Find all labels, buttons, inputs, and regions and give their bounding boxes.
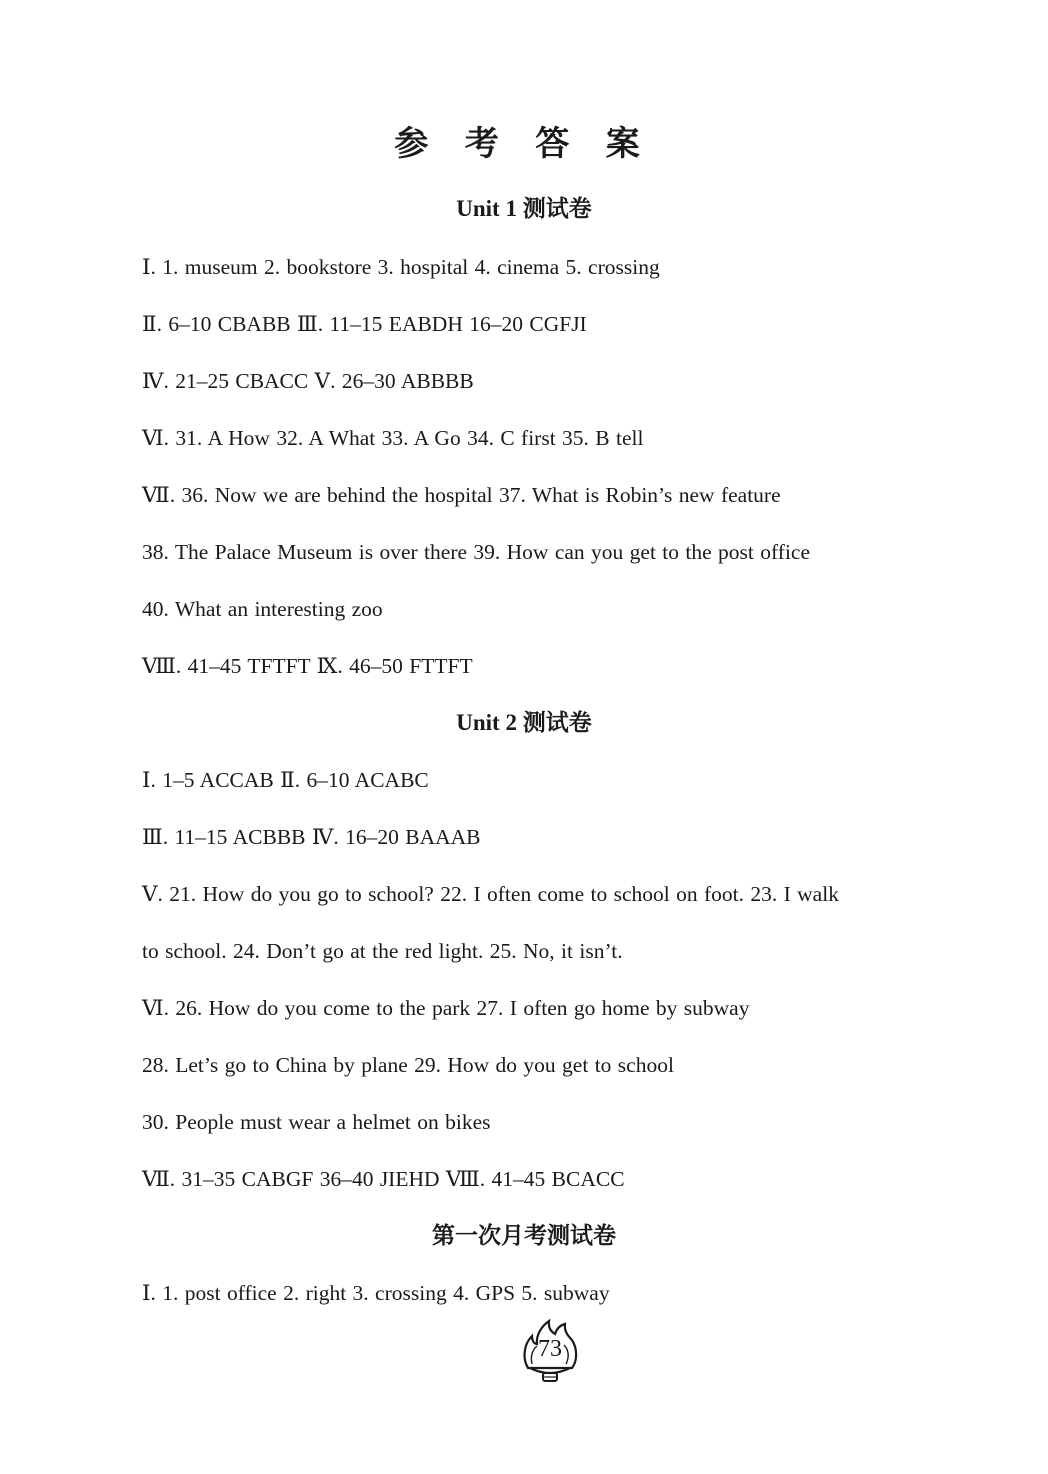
answer-line: Ⅶ. 36. Now we are behind the hospital 37. What is Robin’s new feature [142,483,781,507]
answer-line: 38. The Palace Museum is over there 39. How can you get to the post office [142,540,810,564]
answer-line: Ⅰ. 1–5 ACCAB Ⅱ. 6–10 ACABC [142,768,429,792]
answer-line: Ⅵ. 31. A How 32. A What 33. A Go 34. C first 35. B tell [142,426,644,450]
answer-line: Ⅰ. 1. museum 2. bookstore 3. hospital 4. cinema 5. crossing [142,255,660,279]
page-number-badge [518,1318,582,1384]
answer-line: 28. Let’s go to China by plane 29. How do you get to school [142,1053,674,1077]
answer-line: Ⅶ. 31–35 CABGF 36–40 JIEHD Ⅷ. 41–45 BCACC [142,1167,625,1191]
answer-line: Ⅷ. 41–45 TFTFT Ⅸ. 46–50 FTTFT [142,654,473,678]
page-number: 73 [538,1336,562,1362]
section-heading-monthly-test: 第一次月考测试卷 [432,1223,616,1248]
answer-line: Ⅲ. 11–15 ACBBB Ⅳ. 16–20 BAAAB [142,825,481,849]
section-heading-unit-1: Unit 1 测试卷 [456,196,592,221]
answer-line: 30. People must wear a helmet on bikes [142,1110,491,1134]
answer-line: Ⅳ. 21–25 CBACC Ⅴ. 26–30 ABBBB [142,369,474,393]
section-heading-unit-2: Unit 2 测试卷 [456,710,592,735]
answer-line: Ⅵ. 26. How do you come to the park 27. I often go home by subway [142,996,750,1020]
page-title: 参 考 答 案 [394,126,654,163]
answer-line: 40. What an interesting zoo [142,597,383,621]
answer-line: Ⅰ. 1. post office 2. right 3. crossing 4. GPS 5. subway [142,1281,610,1305]
answer-line: Ⅴ. 21. How do you go to school? 22. I often come to school on foot. 23. I walk [142,882,839,906]
answer-line: to school. 24. Don’t go at the red light. 25. No, it isn’t. [142,939,623,963]
answer-line: Ⅱ. 6–10 CBABB Ⅲ. 11–15 EABDH 16–20 CGFJI [142,312,587,336]
